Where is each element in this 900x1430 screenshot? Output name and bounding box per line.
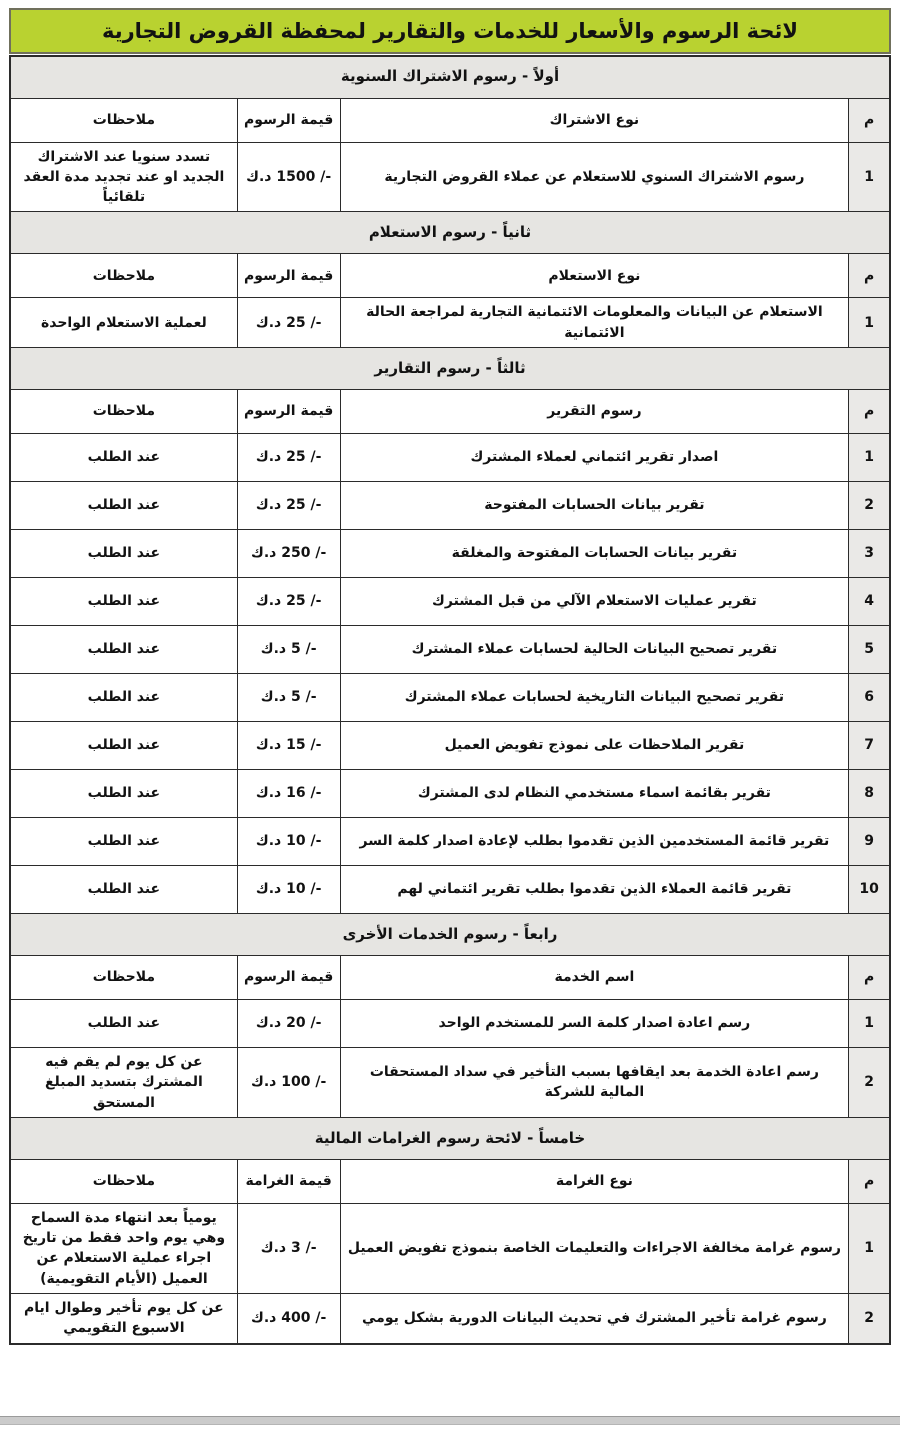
cell-fee-value: -/ 400 د.ك [237,1294,340,1344]
col-header-notes: ملاحظات [10,1159,237,1203]
column-header-row [10,254,890,298]
cell-notes: عند الطلب [10,769,237,817]
cell-row-number: 4 [849,577,890,625]
document-title-bar [9,8,891,54]
cell-row-number: 6 [849,673,890,721]
horizontal-scrollbar[interactable] [0,1416,900,1425]
cell-notes: عند الطلب [10,999,237,1047]
cell-item-description: اصدار تقرير ائتماني لعملاء المشترك [340,433,849,481]
document-title: لائحة الرسوم والأسعار للخدمات والتقارير لمحفظة القروض التجارية [101,19,799,43]
section-band-row [10,1117,890,1159]
cell-row-number: 5 [849,625,890,673]
cell-notes: عند الطلب [10,433,237,481]
cell-row-number: 1 [849,298,890,348]
cell-notes: عند الطلب [10,721,237,769]
col-header-type: نوع الاشتراك [340,98,849,142]
col-header-type: نوع الغرامة [340,1159,849,1203]
table-row [10,769,890,817]
cell-row-number: 9 [849,817,890,865]
cell-fee-value: -/ 25 د.ك [237,298,340,348]
col-header-num: م [849,98,890,142]
cell-row-number: 2 [849,481,890,529]
section-band-row [10,347,890,389]
cell-fee-value: -/ 16 د.ك [237,769,340,817]
cell-item-description: تقرير قائمة المستخدمين الذين تقدموا بطلب لإعادة اصدار كلمة السر [340,817,849,865]
cell-fee-value: -/ 25 د.ك [237,577,340,625]
cell-fee-value: -/ 15 د.ك [237,721,340,769]
cell-item-description: رسم اعادة اصدار كلمة السر للمستخدم الواحد [340,999,849,1047]
cell-row-number: 10 [849,865,890,913]
cell-fee-value: -/ 5 د.ك [237,625,340,673]
cell-fee-value: -/ 1500 د.ك [237,142,340,212]
table-row [10,625,890,673]
cell-item-description: رسوم الاشتراك السنوي للاستعلام عن عملاء القروض التجارية [340,142,849,212]
cell-notes: عند الطلب [10,673,237,721]
table-row [10,529,890,577]
table-row [10,577,890,625]
column-header-row [10,1159,890,1203]
section-band-title: أولاً - رسوم الاشتراك السنوية [10,56,890,98]
cell-notes: تسدد سنويا عند الاشتراك الجديد او عند تجديد مدة العقد تلقائياً [10,142,237,212]
cell-fee-value: -/ 25 د.ك [237,481,340,529]
table-row [10,721,890,769]
col-header-fee: قيمة الرسوم [237,254,340,298]
cell-notes: عند الطلب [10,625,237,673]
table-row [10,817,890,865]
cell-notes: عند الطلب [10,529,237,577]
col-header-num: م [849,955,890,999]
col-header-fee: قيمة الرسوم [237,98,340,142]
cell-fee-value: -/ 10 د.ك [237,817,340,865]
col-header-notes: ملاحظات [10,955,237,999]
cell-notes: يومياً بعد انتهاء مدة السماح وهي يوم واحد فقط من تاريخ اجراء عملية الاستعلام عن العميل (الأيام التقويمية) [10,1203,237,1293]
column-header-row [10,389,890,433]
table-row [10,142,890,212]
column-header-row [10,98,890,142]
table-row [10,999,890,1047]
cell-row-number: 3 [849,529,890,577]
cell-row-number: 8 [849,769,890,817]
section-band-row [10,913,890,955]
cell-row-number: 1 [849,433,890,481]
section-band-title: خامساً - لائحة رسوم الغرامات المالية [10,1117,890,1159]
cell-row-number: 1 [849,999,890,1047]
cell-notes: عند الطلب [10,817,237,865]
fees-table-body [10,56,890,1344]
cell-row-number: 2 [849,1047,890,1117]
cell-notes: عن كل يوم تأخير وطوال ايام الاسبوع التقويمي [10,1294,237,1344]
cell-row-number: 7 [849,721,890,769]
cell-item-description: تقرير عمليات الاستعلام الآلي من قبل المشترك [340,577,849,625]
cell-fee-value: -/ 3 د.ك [237,1203,340,1293]
table-row [10,1203,890,1293]
cell-item-description: تقرير قائمة العملاء الذين تقدموا بطلب تقرير ائتماني لهم [340,865,849,913]
col-header-fee: قيمة الرسوم [237,389,340,433]
cell-item-description: تقرير بيانات الحسابات المفتوحة [340,481,849,529]
col-header-num: م [849,1159,890,1203]
cell-item-description: تقرير الملاحظات على نموذج تفويض العميل [340,721,849,769]
cell-row-number: 2 [849,1294,890,1344]
cell-fee-value: -/ 25 د.ك [237,433,340,481]
cell-item-description: رسوم غرامة مخالفة الاجراءات والتعليمات الخاصة بنموذج تفويض العميل [340,1203,849,1293]
col-header-type: اسم الخدمة [340,955,849,999]
table-row [10,298,890,348]
cell-notes: عند الطلب [10,865,237,913]
section-band-title: رابعاً - رسوم الخدمات الأخرى [10,913,890,955]
cell-notes: لعملية الاستعلام الواحدة [10,298,237,348]
cell-item-description: تقرير تصحيح البيانات الحالية لحسابات عملاء المشترك [340,625,849,673]
table-row [10,433,890,481]
col-header-notes: ملاحظات [10,389,237,433]
cell-item-description: الاستعلام عن البيانات والمعلومات الائتمانية التجارية لمراجعة الحالة الائتمانية [340,298,849,348]
col-header-notes: ملاحظات [10,254,237,298]
cell-fee-value: -/ 100 د.ك [237,1047,340,1117]
cell-row-number: 1 [849,142,890,212]
col-header-notes: ملاحظات [10,98,237,142]
fees-table [9,55,891,1345]
col-header-type: رسوم التقرير [340,389,849,433]
cell-fee-value: -/ 5 د.ك [237,673,340,721]
cell-item-description: تقرير بيانات الحسابات المفتوحة والمغلقة [340,529,849,577]
table-row [10,1294,890,1344]
cell-item-description: تقرير بقائمة اسماء مستخدمي النظام لدى المشترك [340,769,849,817]
col-header-num: م [849,389,890,433]
col-header-fee: قيمة الرسوم [237,955,340,999]
col-header-num: م [849,254,890,298]
cell-row-number: 1 [849,1203,890,1293]
col-header-fee: قيمة الغرامة [237,1159,340,1203]
cell-notes: عند الطلب [10,577,237,625]
table-row [10,673,890,721]
col-header-type: نوع الاستعلام [340,254,849,298]
section-band-title: ثانياً - رسوم الاستعلام [10,212,890,254]
cell-notes: عن كل يوم لم يقم فيه المشترك بتسديد المبلغ المستحق [10,1047,237,1117]
column-header-row [10,955,890,999]
section-band-title: ثالثاً - رسوم التقارير [10,347,890,389]
section-band-row [10,56,890,98]
table-row [10,481,890,529]
cell-notes: عند الطلب [10,481,237,529]
cell-fee-value: -/ 10 د.ك [237,865,340,913]
table-row [10,1047,890,1117]
section-band-row [10,212,890,254]
cell-item-description: رسم اعادة الخدمة بعد ايقافها بسبب التأخير في سداد المستحقات المالية للشركة [340,1047,849,1117]
cell-fee-value: -/ 250 د.ك [237,529,340,577]
fee-schedule-document [9,8,891,1345]
cell-item-description: رسوم غرامة تأخير المشترك في تحديث البيانات الدورية بشكل يومي [340,1294,849,1344]
table-row [10,865,890,913]
cell-fee-value: -/ 20 د.ك [237,999,340,1047]
cell-item-description: تقرير تصحيح البيانات التاريخية لحسابات عملاء المشترك [340,673,849,721]
